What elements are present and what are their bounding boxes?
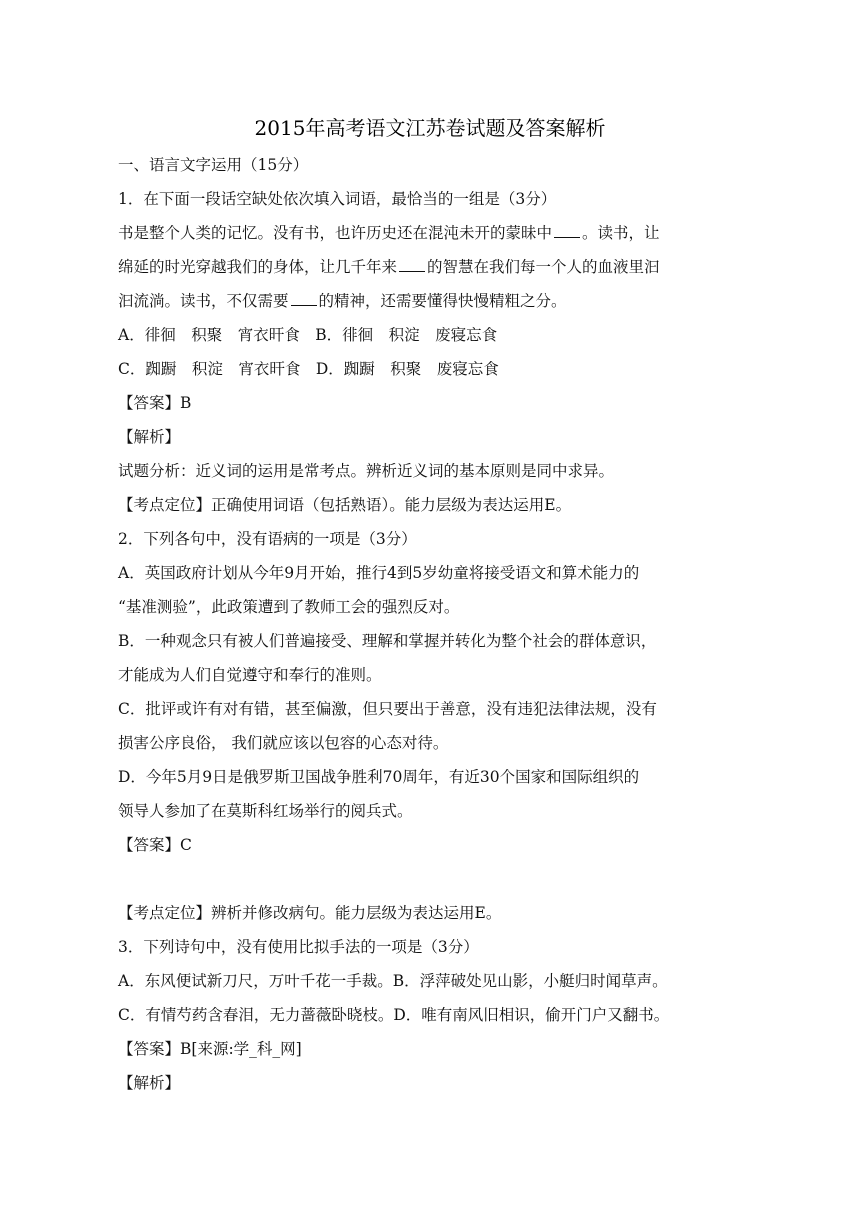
q1-passage-text: 的精神，还需要懂得快慢精粗之分。 (318, 292, 567, 310)
q1-passage-text: 汩流淌。读书，不仅需要 (118, 292, 289, 310)
q1-answer: 【答案】B (118, 394, 192, 412)
q1-passage-line-2 (118, 256, 758, 278)
q1-analysis: 试题分析：近义词的运用是常考点。辨析近义词的基本原则是同中求异。 (118, 462, 615, 480)
q1-jiexi-heading: 【解析】 (118, 428, 181, 446)
q1-options-ab: A．徘徊 积聚 宵衣旰食 B．徘徊 积淀 废寝忘食 (118, 326, 498, 344)
q2-stem: 2．下列各句中，没有语病的一项是（3分） (118, 530, 417, 548)
q1-passage-text: 书是整个人类的记忆。没有书，也许历史还在混沌未开的蒙昧中 (118, 224, 553, 242)
document-title: 2015年高考语文江苏卷试题及答案解析 (254, 116, 606, 140)
q2-option-a-line-2: “基准测验”，此政策遭到了教师工会的强烈反对。 (118, 598, 460, 616)
q2-option-c-line-1: C．批评或许有对有错，甚至偏激，但只要出于善意，没有违犯法律法规，没有 (118, 700, 657, 718)
q1-passage-line-1 (118, 222, 758, 244)
q2-option-a-line-1: A．英国政府计划从今年9月开始，推行4到5岁幼童将接受语文和算术能力的 (118, 564, 640, 582)
q1-passage-text: 的智慧在我们每一个人的血液里汩 (427, 258, 660, 276)
q3-options-cd: C．有情芍药含春泪，无力蔷薇卧晓枝。D．唯有南风旧相识，偷开门户又翻书。 (118, 1006, 670, 1024)
q3-stem: 3．下列诗句中，没有使用比拟手法的一项是（3分） (118, 938, 479, 956)
section-heading: 一、语言文字运用（15分） (118, 156, 309, 174)
q1-passage-line-3 (118, 290, 758, 312)
q2-option-b-line-1: B．一种观念只有被人们普遍接受、理解和掌握并转化为整个社会的群体意识， (118, 632, 657, 650)
q2-option-d-line-1: D．今年5月9日是俄罗斯卫国战争胜利70周年，有近30个国家和国际组织的 (118, 768, 640, 786)
fill-blank-1 (554, 223, 580, 238)
q1-options-cd: C．踟蹰 积淀 宵衣旰食 D．踟蹰 积聚 废寝忘食 (118, 360, 499, 378)
q3-jiexi-heading: 【解析】 (118, 1074, 181, 1092)
fill-blank-2 (399, 257, 425, 272)
q2-option-b-line-2: 才能成为人们自觉遵守和奉行的准则。 (118, 666, 382, 684)
q3-options-ab: A．东风便试新刀尺，万叶千花一手裁。B．浮萍破处见山影，小艇归时闻草声。 (118, 972, 668, 990)
q3-answer: 【答案】B[来源:学_科_网] (118, 1040, 302, 1058)
fill-blank-3 (291, 291, 317, 306)
q2-answer: 【答案】C (118, 836, 192, 854)
q1-passage-text: 。读书，让 (582, 224, 660, 242)
q2-kaodian: 【考点定位】辨析并修改病句。能力层级为表达运用E。 (118, 904, 502, 922)
q1-stem: 1．在下面一段话空缺处依次填入词语，最恰当的一组是（3分） (118, 190, 557, 208)
q2-option-c-line-2: 损害公序良俗， 我们就应该以包容的心态对待。 (118, 734, 449, 752)
q2-option-d-line-2: 领导人参加了在莫斯科红场举行的阅兵式。 (118, 802, 413, 820)
q1-kaodian: 【考点定位】正确使用词语（包括熟语）。能力层级为表达运用E。 (118, 496, 572, 514)
q1-passage-text: 绵延的时光穿越我们的身体，让几千年来 (118, 258, 398, 276)
